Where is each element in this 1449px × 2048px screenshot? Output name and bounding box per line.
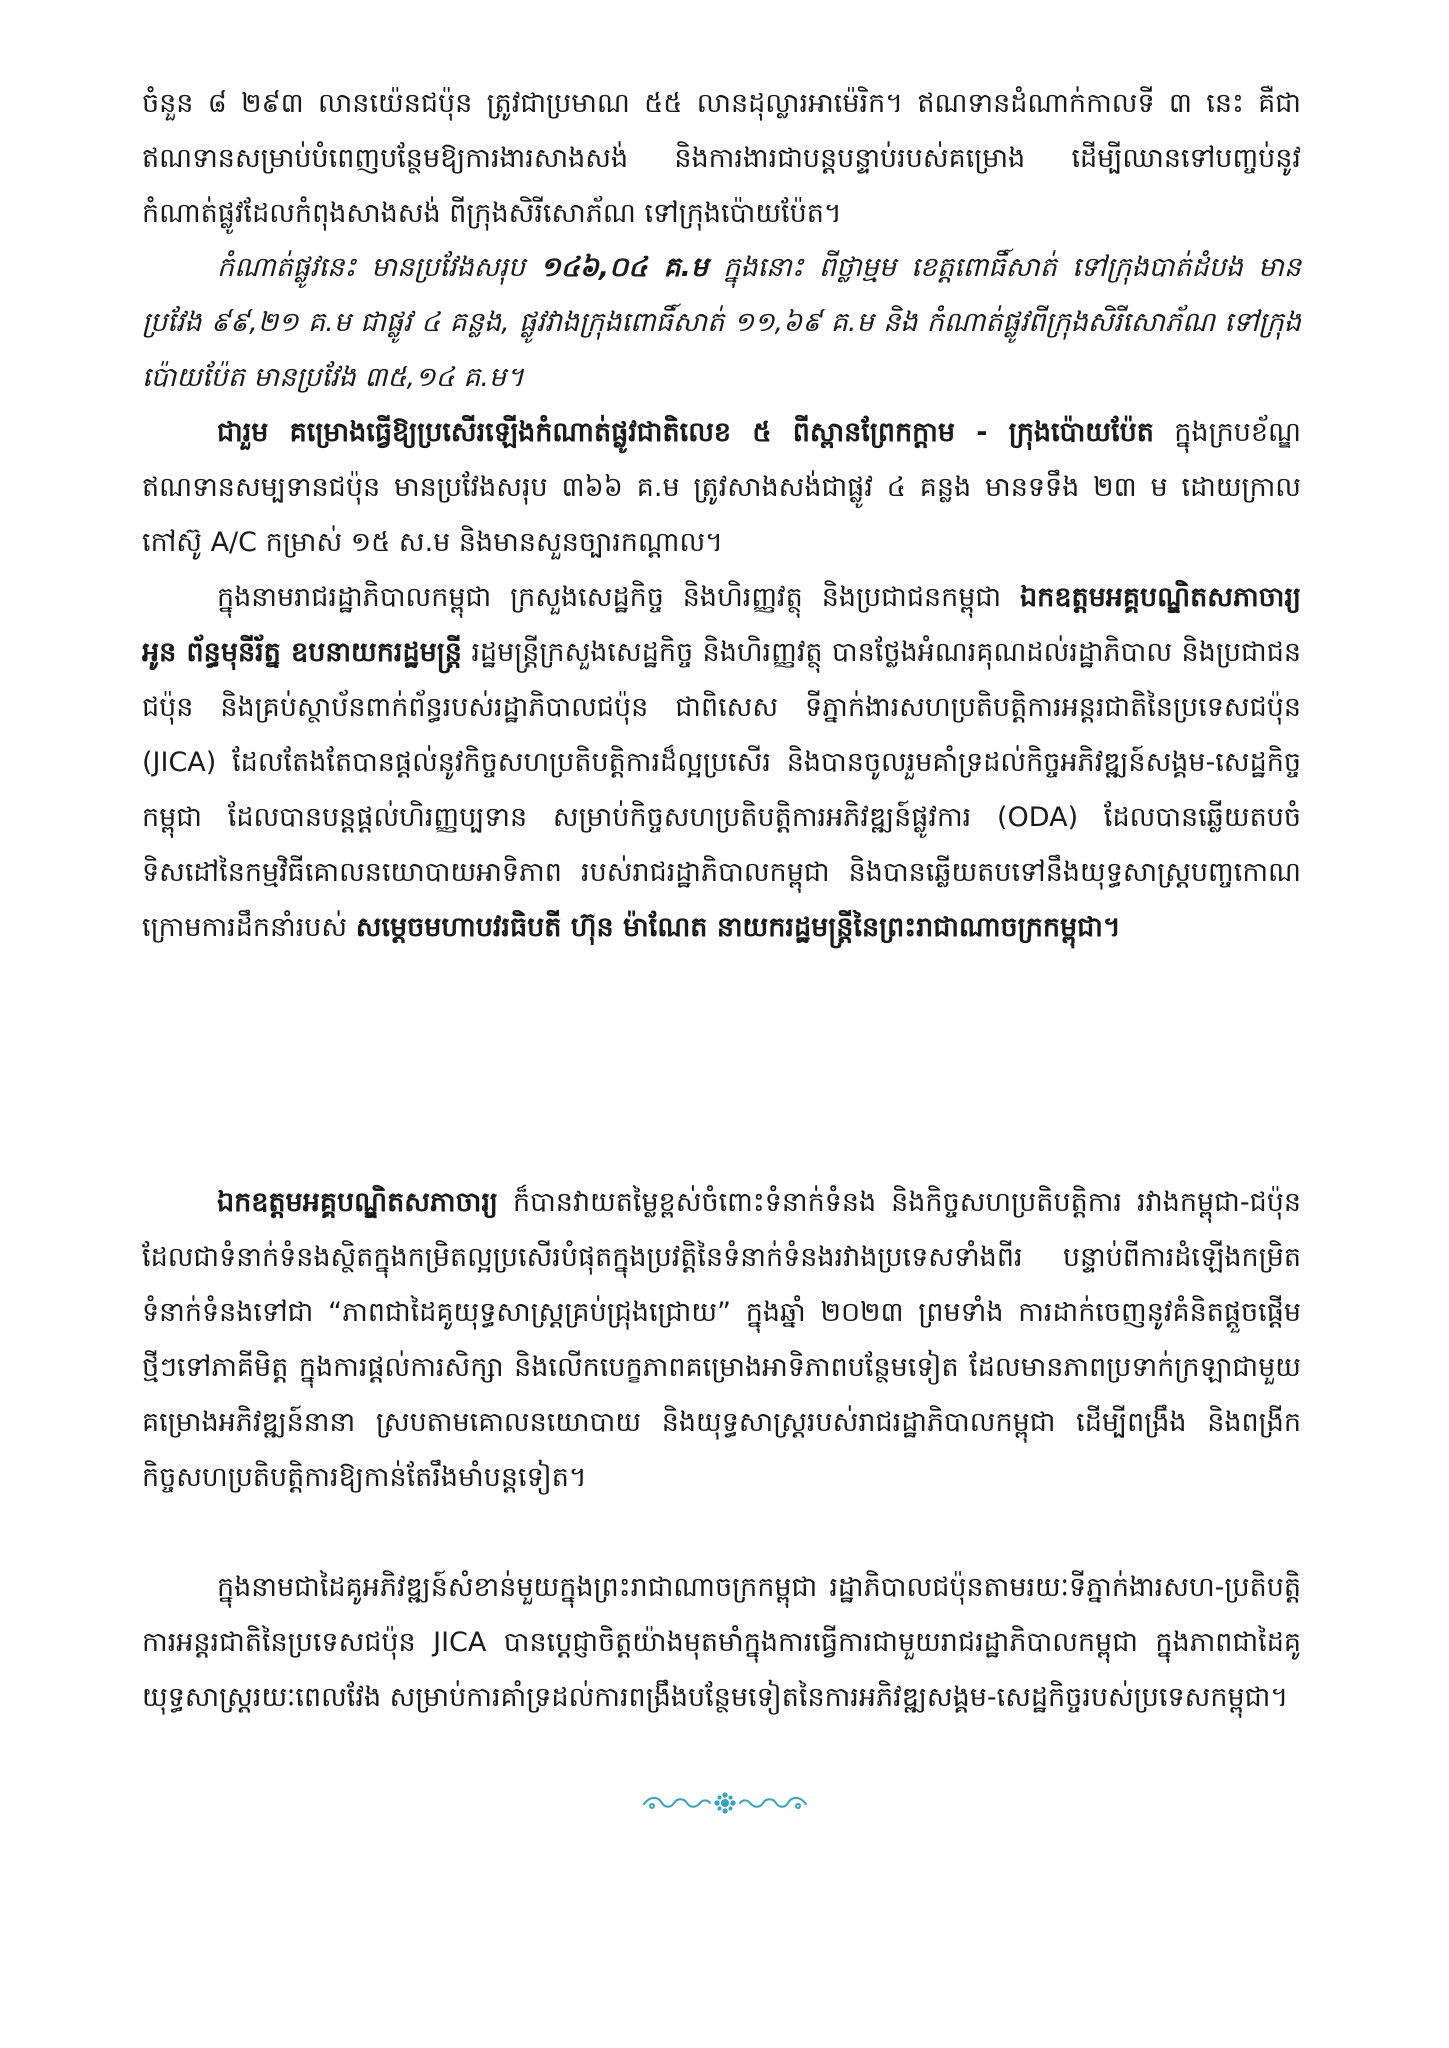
paragraph-bilateral-relations <box>142 1175 1301 1505</box>
road-lengths-detail: ក្នុងនោះ ពីថ្លាម្មម ខេត្តពោធិ៍សាត់ ទៅក្រុងបាត់ដំបង មានប្រវែង ៩៩,២១ គ.ម ជាផ្លូវ ៤ គន្លង, ផ្លូវវាងក្រុងពោធិ៍សាត់ ១១,៦៩ គ.ម និង កំណាត់ផ្លូវពីក្រុងសិរីសោភ័ណ ទៅក្រុងប៉ោយប៉ែត មានប្រវែង ៣៥,១៤ គ.ម។ <box>142 252 1301 393</box>
paragraph-road-section-lengths <box>142 240 1301 405</box>
prime-minister-name: សម្តេចមហាបវរធិបតី ហ៊ុន ម៉ាណែត នាយករដ្ឋមន្ត្រីនៃព្រះរាជាណាចក្រកម្ពុជា។ <box>355 912 1121 943</box>
project-overview-detail: ក្នុងក្របខ័ណ្ឌឥណទានសម្បទានជប៉ុន មានប្រវែងសរុប ៣៦៦ គ.ម ត្រូវសាងសង់ជាផ្លូវ ៤ គន្លង មានទទឹង ២៣ ម ដោយក្រាលកៅស៊ូ A/C កម្រាស់ ១៥ ស.ម និងមានសួនច្បារកណ្តាល។ <box>142 417 1301 558</box>
flourish-ornament-icon <box>640 1790 810 1816</box>
paragraph-minister-thanks <box>142 570 1301 955</box>
bilateral-relations-body: ក៏បានវាយតម្លៃខ្ពស់ចំពោះទំនាក់ទំនង និងកិច្ចសហប្រតិបត្តិការ រវាងកម្ពុជា-ជប៉ុន ដែលជាទំនាក់ទំនងស្ថិតក្នុងកម្រិតល្អប្រសើរបំផុតក្នុងប្រវត្តិនៃទំនាក់ទំនងរវាងប្រទេសទាំងពីរ បន្ទាប់ពីការដំឡើងកម្រិតទំនាក់ទំនងទៅជា “ភាពជាដៃគូយុទ្ធសាស្ត្រគ្រប់ជ្រុងជ្រោយ” ក្នុងឆ្នាំ ២០២៣ ព្រមទាំង ការដាក់ចេញនូវគំនិតផ្តួចផ្តើមថ្មីៗទៅភាគីមិត្ត ក្នុងការផ្តល់ការសិក្សា និងលើកបេក្ខភាពគម្រោងអាទិភាពបន្ថែមទៀត ដែលមានភាពប្រទាក់ក្រឡាជាមួយគម្រោងអភិវឌ្ឍន៍នានា ស្របតាមគោលនយោបាយ និងយុទ្ធសាស្ត្ររបស់រាជរដ្ឋាភិបាលកម្ពុជា ដើម្បីពង្រឹង និងពង្រីកកិច្ចសហប្រតិបត្តិការឱ្យកាន់តែរឹងមាំបន្តទៀត។ <box>142 1187 1301 1493</box>
project-title: ជារួម គម្រោងធ្វើឱ្យប្រសើរឡើងកំណាត់ផ្លូវជាតិលេខ ៥ ពីស្ពានព្រែកក្តាម - ក្រុងប៉ោយប៉ែត <box>217 417 1154 448</box>
minister-thanks-body: រដ្ឋមន្ត្រីក្រសួងសេដ្ឋកិច្ច និងហិរញ្ញវត្ថុ បានថ្លែងអំណរគុណដល់រដ្ឋាភិបាល និងប្រជាជនជប៉ុន និងគ្រប់ស្ថាប័នពាក់ព័ន្ធរបស់រដ្ឋាភិបាលជប៉ុន ជាពិសេស ទីភ្នាក់ងារសហប្រតិបត្តិការអន្តរជាតិនៃប្រទេសជប៉ុន (JICA) ដែលតែងតែបានផ្តល់នូវកិច្ចសហប្រតិបត្តិការដ៏ល្អប្រសើរ និងបានចូលរួមគាំទ្រដល់កិច្ចអភិវឌ្ឍន៍សង្គម-សេដ្ឋកិច្ចកម្ពុជា ដែលបានបន្តផ្តល់ហិរញ្ញប្បទាន សម្រាប់កិច្ចសហប្រតិបត្តិការអភិវឌ្ឍន៍ផ្លូវការ (ODA) ដែលបានឆ្លើយតបចំទិសដៅនៃកម្មវិធីគោលនយោបាយអាទិភាព របស់រាជរដ្ឋាភិបាលកម្ពុជា និងបានឆ្លើយតបទៅនឹងយុទ្ធសាស្ត្របញ្ចកោណ ក្រោមការដឹកនាំរបស់ <box>142 637 1301 943</box>
minister-thanks-lead: ក្នុងនាមរាជរដ្ឋាភិបាលកម្ពុជា ក្រសួងសេដ្ឋកិច្ច និងហិរញ្ញវត្ថុ និងប្រជាជនកម្ពុជា <box>217 582 1021 613</box>
paragraph-japan-commitment: ក្នុងនាមជាដៃគូអភិវឌ្ឍន៍សំខាន់មួយក្នុងព្រះរាជាណាចក្រកម្ពុជា រដ្ឋាភិបាលជប៉ុនតាមរយៈទីភ្នាក់ងារសហ-ប្រតិបត្តិការអន្តរជាតិនៃប្រទេសជប៉ុន JICA បានប្តេជ្ញាចិត្តយ៉ាងមុតមាំក្នុងការធ្វើការជាមួយរាជរដ្ឋាភិបាលកម្ពុជា ក្នុងភាពជាដៃគូយុទ្ធសាស្ត្ររយៈពេលវែង សម្រាប់ការគាំទ្រដល់ការពង្រឹងបន្ថែមទៀតនៃការអភិវឌ្ឍសង្គម-សេដ្ឋកិច្ចរបស់ប្រទេសកម្ពុជា។ <box>142 1572 1301 1713</box>
road-total-length: ១៤៦,០៤ គ.ម <box>540 252 708 283</box>
road-lengths-lead: កំណាត់ផ្លូវនេះ មានប្រវែងសរុប <box>217 252 541 283</box>
paragraph-loan-amount: ចំនួន ៨ ២៩៣ លានយ៉េនជប៉ុន ត្រូវជាប្រមាណ ៥៥ លានដុល្លារអាម៉េរិក។ ឥណទានដំណាក់កាលទី ៣ នេះ គឺជាឥណទានសម្រាប់បំពេញបន្ថែមឱ្យការងារសាងសង់ និងការងារជាបន្តបន្ទាប់របស់គម្រោង ដើម្បីឈានទៅបញ្ចប់នូវកំណាត់ផ្លូវដែលកំពុងសាងសង់ ពីក្រុងសិរីសោភ័ណ ទៅក្រុងប៉ោយប៉ែត។ <box>142 88 1301 229</box>
bilateral-relations-speaker: ឯកឧត្តមអគ្គបណ្ឌិតសភាចារ្យ <box>217 1187 498 1218</box>
paragraph-project-overview <box>142 405 1301 570</box>
deputy-prime-minister-name: ឯកឧត្តមអគ្គបណ្ឌិតសភាចារ្យ អូន ព័ន្ធមុនីរ័ត្ន ឧបនាយករដ្ឋមន្ត្រី <box>142 582 1301 668</box>
